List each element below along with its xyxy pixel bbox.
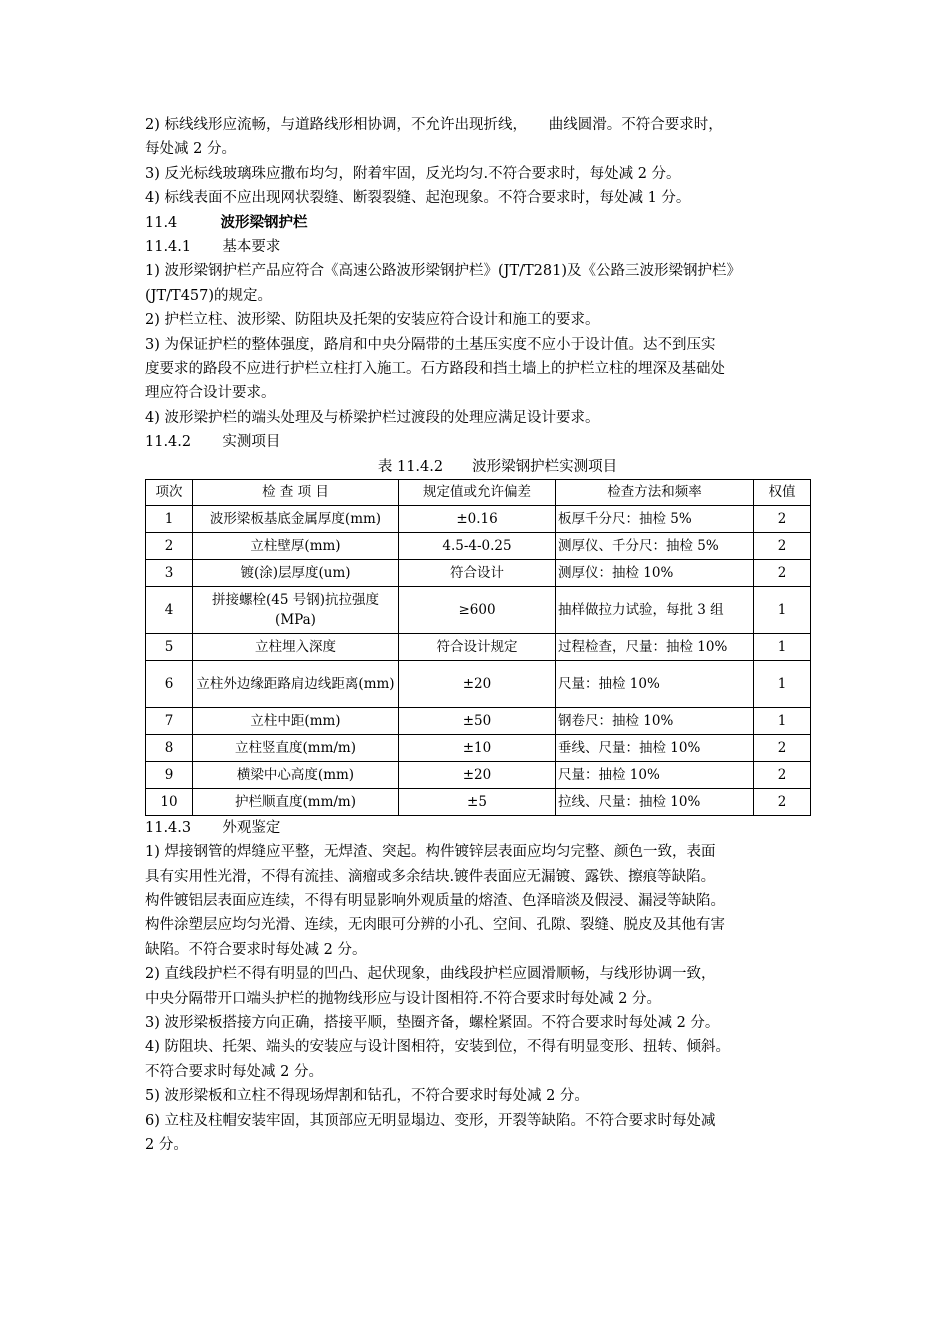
table-cell: 1 <box>754 707 811 734</box>
paragraph-line: 每处减 2 分。 <box>145 141 236 158</box>
table-row <box>146 586 811 633</box>
paragraph-line: 4) 波形梁护栏的端头处理及与桥梁护栏过渡段的处理应满足设计要求。 <box>145 409 600 426</box>
table-cell: ±5 <box>399 788 556 815</box>
table-cell: 垂线、尺量：抽检 10% <box>556 734 754 761</box>
table-cell: 5 <box>146 633 193 660</box>
inspection-table <box>145 479 811 816</box>
table-cell: 护栏顺直度(mm/m) <box>193 788 399 815</box>
table-cell: 测厚仪、千分尺：抽检 5% <box>556 532 754 559</box>
table-row <box>146 505 811 532</box>
paragraph-line: 中央分隔带开口端头护栏的抛物线形应与设计图相符.不符合要求时每处减 2 分。 <box>145 990 662 1007</box>
paragraph-line: 3) 为保证护栏的整体强度，路肩和中央分隔带的土基压实度不应小于设计值。达不到压实 <box>145 336 716 353</box>
paragraph-line: 度要求的路段不应进行护栏立柱打入施工。石方路段和挡土墙上的护栏立柱的埋深及基础处 <box>145 361 725 378</box>
paragraph-line: 构件镀铝层表面应连续，不得有明显影响外观质量的熔渣、色泽暗淡及假浸、漏浸等缺陷。 <box>145 892 725 909</box>
table-cell: 横梁中心高度(mm) <box>193 761 399 788</box>
paragraph-line: 不符合要求时每处减 2 分。 <box>145 1063 323 1080</box>
table-cell: ±0.16 <box>399 505 556 532</box>
table-cell: 波形梁板基底金属厚度(mm) <box>193 505 399 532</box>
table-row <box>146 559 811 586</box>
paragraph-line: 4) 标线表面不应出现网状裂缝、断裂裂缝、起泡现象。不符合要求时，每处减 1 分。 <box>145 190 691 207</box>
table-cell: 2 <box>754 505 811 532</box>
table-cell: 立柱竖直度(mm/m) <box>193 734 399 761</box>
table-cell: 板厚千分尺：抽检 5% <box>556 505 754 532</box>
table-cell: 4.5-4-0.25 <box>399 532 556 559</box>
table-cell: 测厚仪：抽检 10% <box>556 559 754 586</box>
table-header-row <box>146 479 811 505</box>
document-page <box>145 113 810 1157</box>
paragraph-line: 1) 焊接钢管的焊缝应平整，无焊渣、突起。构件镀锌层表面应均匀完整、颜色一致，表面 <box>145 844 716 861</box>
table-row <box>146 761 811 788</box>
table-cell: 立柱埋入深度 <box>193 633 399 660</box>
subsection-title: 基本要求 <box>222 239 281 256</box>
table-cell: 符合设计 <box>399 559 556 586</box>
table-cell: 立柱中距(mm) <box>193 707 399 734</box>
table-cell: 9 <box>146 761 193 788</box>
paragraph-line: 4) 防阻块、托架、端头的安装应与设计图相符，安装到位，不得有明显变形、扭转、倾斜。 <box>145 1039 730 1056</box>
table-cell: 符合设计规定 <box>399 633 556 660</box>
paragraph-line: 3) 反光标线玻璃珠应撒布均匀，附着牢固，反光均匀.不符合要求时，每处减 2 分。 <box>145 165 681 182</box>
paragraph-line: 5) 波形梁板和立柱不得现场焊割和钻孔，不符合要求时每处减 2 分。 <box>145 1088 589 1105</box>
header-cell: 权值 <box>754 479 811 505</box>
paragraph-line: 2 分。 <box>145 1136 188 1153</box>
paragraph-line: 理应符合设计要求。 <box>145 385 276 402</box>
section-number: 11.4 <box>145 214 178 231</box>
header-cell: 检 查 项 目 <box>193 479 399 505</box>
table-cell: 2 <box>754 788 811 815</box>
table-cell: 3 <box>146 559 193 586</box>
subsection-number: 11.4.2 <box>145 434 192 451</box>
subsection-heading <box>145 235 810 259</box>
table-cell: 2 <box>754 734 811 761</box>
table-cell: 6 <box>146 660 193 707</box>
table-row <box>146 734 811 761</box>
table-cell: ±50 <box>399 707 556 734</box>
subsection-heading <box>145 816 810 840</box>
section-heading <box>145 211 810 235</box>
table-row <box>146 532 811 559</box>
subsection-title: 外观鉴定 <box>222 819 281 836</box>
table-cell: ≥600 <box>399 586 556 633</box>
table-row <box>146 788 811 815</box>
table-cell: 2 <box>754 559 811 586</box>
table-cell: 拼接螺栓(45 号钢)抗拉强度(MPa) <box>193 586 399 633</box>
table-cell: ±20 <box>399 761 556 788</box>
subsection-number: 11.4.3 <box>145 819 192 836</box>
table-row <box>146 660 811 707</box>
table-row <box>146 707 811 734</box>
table-cell: 8 <box>146 734 193 761</box>
paragraph-line: 3) 波形梁板搭接方向正确，搭接平顺，垫圈齐备，螺栓紧固。不符合要求时每处减 2 分。 <box>145 1014 720 1031</box>
subsection-title: 实测项目 <box>222 434 281 451</box>
table-row <box>146 633 811 660</box>
table-cell: 10 <box>146 788 193 815</box>
table-cell: 1 <box>754 586 811 633</box>
paragraph-line: (JT/T457)的规定。 <box>145 287 273 304</box>
table-cell: 2 <box>754 532 811 559</box>
table-cell: 拉线、尺量：抽检 10% <box>556 788 754 815</box>
paragraph-line: 缺陷。不符合要求时每处减 2 分。 <box>145 941 367 958</box>
table-cell: 尺量：抽检 10% <box>556 660 754 707</box>
table-cell: 立柱外边缘距路肩边线距离(mm) <box>193 660 399 707</box>
paragraph-line: 2) 标线线形应流畅，与道路线形相协调，不允许出现折线， 曲线圆滑。不符合要求时， <box>145 117 723 133</box>
table-cell: 2 <box>146 532 193 559</box>
paragraph-line: 2) 护栏立柱、波形梁、防阻块及托架的安装应符合设计和施工的要求。 <box>145 312 600 329</box>
subsection-heading <box>145 430 810 454</box>
table-cell: 尺量：抽检 10% <box>556 761 754 788</box>
header-cell: 项次 <box>146 479 193 505</box>
section-title: 波形梁钢护栏 <box>220 213 308 231</box>
table-cell: 抽样做拉力试验，每批 3 组 <box>556 586 754 633</box>
table-cell: 钢卷尺：抽检 10% <box>556 707 754 734</box>
paragraph-line: 6) 立柱及柱帽安装牢固，其顶部应无明显塌边、变形，开裂等缺陷。不符合要求时每处减 <box>145 1112 716 1129</box>
table-cell: 1 <box>146 505 193 532</box>
subsection-number: 11.4.1 <box>145 239 192 256</box>
paragraph-line: 1) 波形梁钢护栏产品应符合《高速公路波形梁钢护栏》(JT/T281)及《公路三波形梁钢护栏》 <box>145 263 742 280</box>
table-cell: 7 <box>146 707 193 734</box>
table-cell: 过程检查，尺量：抽检 10% <box>556 633 754 660</box>
table-cell: 1 <box>754 660 811 707</box>
table-cell: 立柱壁厚(mm) <box>193 532 399 559</box>
table-cell: 2 <box>754 761 811 788</box>
header-cell: 检查方法和频率 <box>556 479 754 505</box>
table-cell: 1 <box>754 633 811 660</box>
paragraph-line: 具有实用性光滑，不得有流挂、滴瘤或多余结块.镀件表面应无漏镀、露铁、擦痕等缺陷。 <box>145 868 716 885</box>
paragraph-line: 构件涂塑层应均匀光滑、连续，无肉眼可分辨的小孔、空间、孔隙、裂缝、脱皮及其他有害 <box>145 917 725 934</box>
table-cell: ±10 <box>399 734 556 761</box>
table-cell: 镀(涂)层厚度(um) <box>193 559 399 586</box>
paragraph-line: 2) 直线段护栏不得有明显的凹凸、起伏现象，曲线段护栏应圆滑顺畅，与线形协调一致， <box>145 966 716 983</box>
table-cell: 4 <box>146 586 193 633</box>
table-cell: ±20 <box>399 660 556 707</box>
table-caption: 表 11.4.2 波形梁钢护栏实测项目 <box>377 458 618 475</box>
header-cell: 规定值或允许偏差 <box>399 479 556 505</box>
